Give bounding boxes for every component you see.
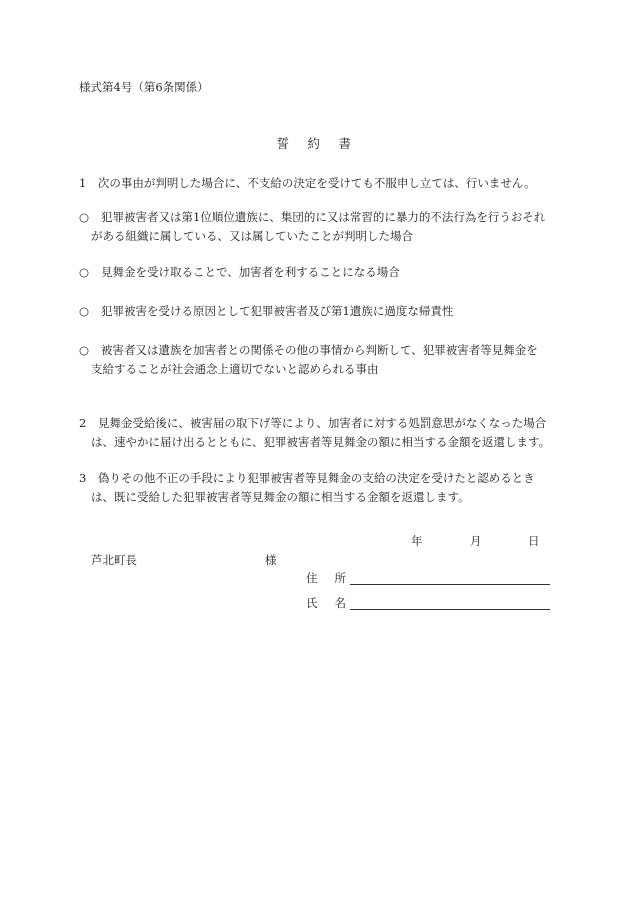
circle-bullet-icon: ○ bbox=[79, 304, 90, 318]
list-item-text: 被害者又は遺族を加害者との関係その他の事情から判断して、犯罪被害者等見舞金を bbox=[101, 343, 538, 357]
list-item bbox=[79, 345, 538, 357]
address-label-char-2: 所 bbox=[334, 571, 346, 585]
list-item-text: 犯罪被害を受ける原因として犯罪被害者及び第1遺族に過度な帰責性 bbox=[101, 304, 454, 318]
date-day-label: 日 bbox=[528, 534, 540, 548]
circle-bullet-icon: ○ bbox=[79, 210, 90, 224]
name-label-char-1: 氏 bbox=[306, 596, 318, 610]
address-label bbox=[306, 573, 363, 585]
title-char-3: 書 bbox=[338, 136, 354, 151]
list-item-text: 犯罪被害者又は第1位順位遺族に、集団的に又は常習的に暴力的不法行為を行うおそれ bbox=[101, 210, 546, 224]
address-field[interactable] bbox=[350, 584, 550, 585]
circle-bullet-icon: ○ bbox=[79, 343, 90, 357]
name-field[interactable] bbox=[350, 609, 550, 610]
list-item bbox=[79, 306, 453, 318]
list-item-text: 見舞金を受け取ることで、加害者を利することになる場合 bbox=[101, 265, 400, 279]
circle-bullet-icon: ○ bbox=[79, 265, 90, 279]
document-title bbox=[0, 138, 630, 151]
list-item-continuation: 支給することが社会通念上適切でないと認められる事由 bbox=[91, 362, 379, 376]
form-number: 様式第4号（第6条関係） bbox=[79, 80, 209, 94]
section-3-continuation: は、既に受給した犯罪被害者等見舞金の額に相当する金額を返還します。 bbox=[91, 490, 470, 504]
section-3-text: 3 偽りその他不正の手段により犯罪被害者等見舞金の支給の決定を受けたと認めるとき bbox=[79, 471, 535, 485]
list-item bbox=[79, 267, 400, 279]
date-month-label: 月 bbox=[470, 534, 482, 548]
address-label-char-1: 住 bbox=[306, 571, 318, 585]
date-year-label: 年 bbox=[411, 534, 423, 548]
list-item bbox=[79, 212, 545, 224]
list-item-continuation: がある組織に属している、又は属していたことが判明した場合 bbox=[91, 229, 413, 243]
section-2-text: 2 見舞金受給後に、被害届の取下げ等により、加害者に対する処罰意思がなくなった場合 bbox=[79, 416, 547, 430]
title-char-2: 約 bbox=[307, 136, 323, 151]
title-char-1: 誓 bbox=[276, 136, 292, 151]
addressee-honorific: 様 bbox=[265, 553, 277, 567]
addressee-name: 芦北町長 bbox=[91, 553, 137, 567]
section-2-continuation: は、速やかに届け出るとともに、犯罪被害者等見舞金の額に相当する金額を返還します。 bbox=[91, 435, 551, 449]
name-label bbox=[306, 598, 363, 610]
section-1-intro: 1 次の事由が判明した場合に、不支給の決定を受けても不服申し立ては、行いません。 bbox=[79, 176, 536, 190]
name-label-char-2: 名 bbox=[334, 596, 346, 610]
